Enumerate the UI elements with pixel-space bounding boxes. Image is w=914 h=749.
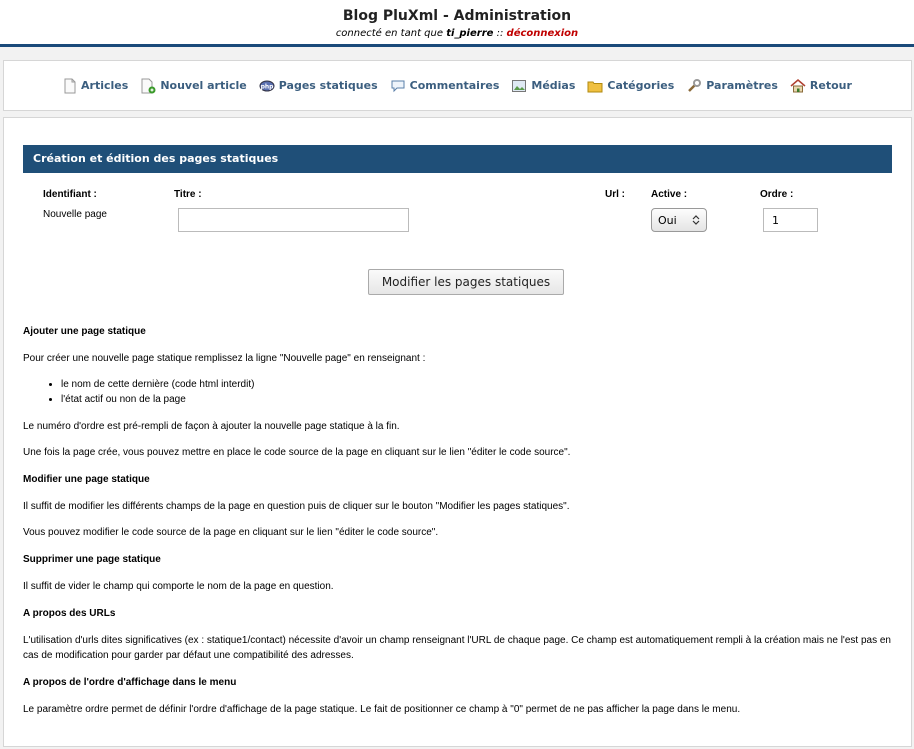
- help-modify-title: Modifier une page statique: [23, 474, 150, 485]
- help-add-intro: Pour créer une nouvelle page statique remplissez la ligne "Nouvelle page" en renseignant :: [23, 353, 426, 364]
- folder-icon: [587, 78, 603, 94]
- help-delete-title: Supprimer une page statique: [23, 554, 161, 565]
- nav-categories[interactable]: [587, 78, 674, 94]
- image-icon: [511, 78, 527, 94]
- nav-static-pages[interactable]: [259, 78, 378, 94]
- username: ti_pierre: [446, 28, 494, 39]
- comment-icon: [390, 78, 406, 94]
- title-input[interactable]: [178, 208, 409, 232]
- active-select[interactable]: [651, 208, 707, 232]
- help-url-text: L'utilisation d'urls dites significatives (ex : statique1/contact) nécessite d'avoir un champ renseignant l'URL de chaque page. Ce champ est automatiquement rempli à la création mais ne l'est pas en cas de modification pour garder par défaut une compatibilité des adresses.: [23, 635, 891, 661]
- header-order: Ordre :: [760, 189, 794, 200]
- site-title: Blog PluXml - Administration: [342, 8, 572, 24]
- static-pages-icon: [259, 78, 275, 94]
- nav-label: Pages statiques: [278, 79, 378, 92]
- help-add-list: [23, 377, 898, 407]
- home-icon: [790, 78, 806, 94]
- login-info: [0, 28, 914, 39]
- nav-comments[interactable]: [390, 78, 500, 94]
- help-add-source: Une fois la page crée, vous pouvez mettre en place le code source de la page en cliquant sur le lien "éditer le code source".: [23, 447, 571, 458]
- header-url: Url :: [605, 189, 625, 200]
- main-nav: [3, 60, 912, 111]
- nav-label: Nouvel article: [160, 79, 247, 92]
- help-add-title: Ajouter une page statique: [23, 326, 146, 337]
- help-url-title: A propos des URLs: [23, 608, 116, 619]
- header: [0, 0, 914, 47]
- nav-label: Articles: [81, 79, 129, 92]
- nav-label: Commentaires: [409, 79, 500, 92]
- nav-articles[interactable]: [63, 78, 128, 94]
- nav-settings[interactable]: [686, 78, 778, 94]
- content-panel: [3, 117, 912, 747]
- nav-return[interactable]: [790, 78, 852, 94]
- new-page-icon: [140, 78, 156, 94]
- page-icon: [63, 78, 77, 94]
- login-prefix: connecté en tant que: [335, 28, 443, 39]
- nav-media[interactable]: [511, 78, 575, 94]
- section-title: Création et édition des pages statiques: [23, 145, 892, 173]
- new-page-id: Nouvelle page: [43, 209, 107, 220]
- modify-static-pages-button[interactable]: Modifier les pages statiques: [368, 269, 564, 295]
- updown-arrow-icon: [692, 214, 700, 226]
- nav-label: Médias: [531, 79, 576, 92]
- nav-new-article[interactable]: [140, 78, 246, 94]
- header-title: Titre :: [174, 189, 202, 200]
- active-value: Oui: [658, 213, 677, 227]
- header-active: Active :: [651, 189, 688, 200]
- nav-label: Retour: [809, 79, 852, 92]
- help-section: [23, 324, 898, 717]
- header-id: Identifiant :: [43, 189, 97, 200]
- logout-link[interactable]: déconnexion: [506, 28, 579, 39]
- help-modify-text1: Il suffit de modifier les différents champs de la page en question puis de cliquer sur le bouton "Modifier les pages statiques".: [23, 501, 570, 512]
- help-order-title: A propos de l'ordre d'affichage dans le menu: [23, 677, 237, 688]
- wrench-icon: [686, 78, 702, 94]
- list-item: • l'état actif ou non de la page: [61, 392, 898, 407]
- login-separator: ::: [496, 28, 504, 39]
- svg-text:php: php: [260, 83, 274, 90]
- order-input[interactable]: [763, 208, 818, 232]
- list-item: • le nom de cette dernière (code html interdit): [61, 377, 898, 392]
- help-modify-text2: Vous pouvez modifier le code source de la page en cliquant sur le lien "éditer le code source".: [23, 527, 439, 538]
- nav-label: Paramètres: [706, 79, 778, 92]
- help-order-text: Le paramètre ordre permet de définir l'ordre d'affichage de la page statique. Le fait de positionner ce champ à "0" permet de ne pas afficher la page dans le menu.: [23, 704, 741, 715]
- help-add-order: Le numéro d'ordre est pré-rempli de façon à ajouter la nouvelle page statique à la fin.: [23, 421, 400, 432]
- nav-label: Catégories: [607, 79, 675, 92]
- help-delete-text: Il suffit de vider le champ qui comporte le nom de la page en question.: [23, 581, 334, 592]
